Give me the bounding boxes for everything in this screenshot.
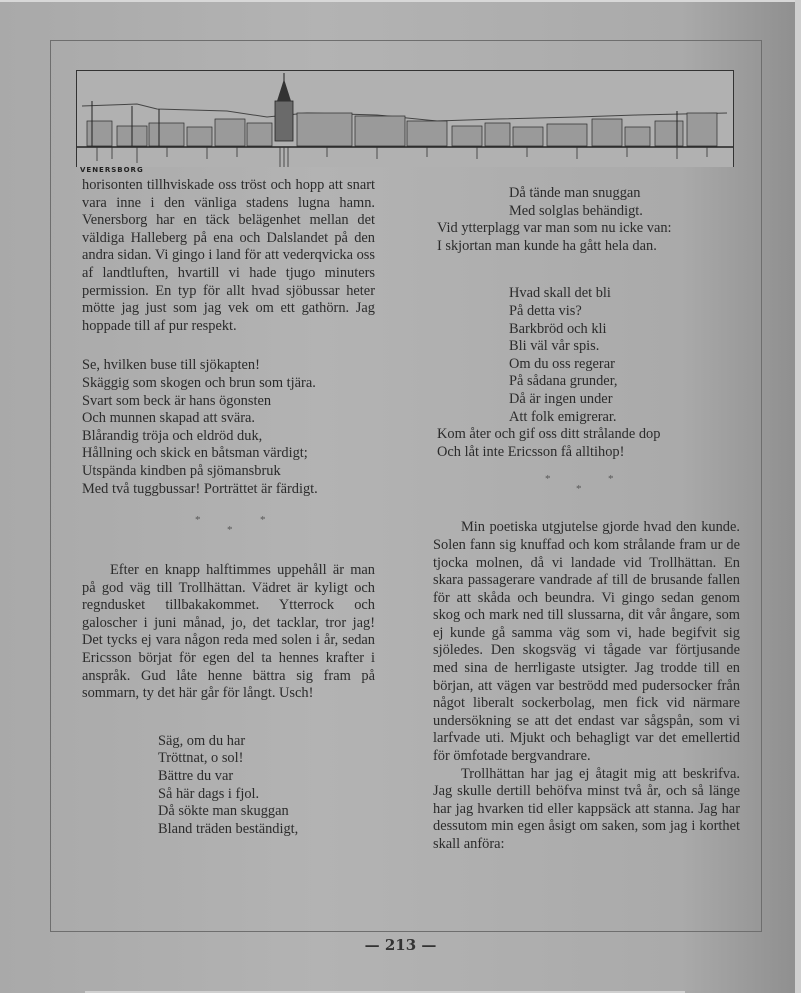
poem-line: Hållning och skick en båtsman värdigt; (82, 445, 308, 462)
poem-line: Barkbröd och kli (509, 320, 607, 337)
poem-line: Hvad skall det bli (509, 285, 611, 302)
poem-stanza (82, 357, 375, 498)
poem-line: I skjortan man kunde ha gått hela dan. (437, 237, 657, 254)
asterisk-icon: * (227, 524, 233, 537)
left-column (82, 177, 375, 838)
poem-stanza (82, 733, 375, 839)
poem-stanza (433, 220, 740, 255)
scan-right-edge (795, 0, 801, 993)
poem-line: Då sökte man skuggan (158, 803, 289, 820)
section-asterism (82, 510, 375, 562)
section-asterism (433, 469, 740, 519)
poem-line: Då tände man snuggan (509, 185, 641, 201)
poem-line: På sådana grunder, (509, 373, 618, 390)
asterisk-icon: * (576, 483, 582, 496)
asterisk-icon: * (195, 514, 201, 527)
asterisk-icon: * (545, 473, 551, 486)
poem-line: Och låt inte Ericsson få alltihop! (437, 443, 625, 460)
poem-stanza (433, 185, 740, 220)
paragraph: horisonten tillhviskade oss tröst och hopp att snart vara inne i den vänliga stadens lugna hamn. Venersborg har en täck belägenhet mellan det väldiga Halleberg på ena och Dalslandet på den andra sidan. Vi gingo i land för att vederqvicka oss af landtluften, hvartill vi hade tjugo minuters permission. En typ för allt hvad sjöbussar heter mötte jag just som jag vek om ett gathörn. Jag hoppade till af pur respekt. (82, 177, 376, 334)
poem-line: Bli väl vår spis. (509, 338, 600, 355)
poem-line: Att folk emigrerar. (509, 408, 617, 425)
poem-line: Bättre du var (158, 768, 234, 785)
poem-line: Så här dags i fjol. (158, 785, 260, 802)
header-illustration (76, 70, 734, 167)
right-column (433, 185, 740, 854)
poem-line: Då är ingen under (509, 390, 613, 407)
poem-line: Skäggig som skogen och brun som tjära. (82, 374, 316, 391)
asterisk-icon: * (260, 514, 266, 527)
poem-line: Med solglas behändigt. (509, 202, 643, 219)
poem-line: På detta vis? (509, 302, 582, 319)
page-number: — 213 — (364, 936, 437, 954)
poem-line: Och munnen skapad att svära. (82, 410, 256, 427)
poem-line: Om du oss regerar (509, 355, 615, 372)
asterisk-icon: * (608, 473, 614, 486)
poem-line: Med två tuggbussar! Porträttet är färdigt. (82, 480, 318, 497)
poem-line: Tröttnat, o sol! (158, 750, 244, 767)
paragraph: Min poetiska utgjutelse gjorde hvad den kunde. Solen fann sig knuffad och kom strålande fram ur de tjocka molnen, då vi landade vid Trollhättan. En skara passagerare vandrade af till de brusande fallen för att skåda och beundra. Vi gingo sedan genom skog och mark ned till slussarna, dit vår ångare, som ej kunde gå samma väg som vi, hade begifvit sig sjöledes. Den skogsväg vi tågade var förtjusande med sina de herrligaste utsigter. Jag trodde till en början, att vägen var beströdd med pudersocker från något liberalt sockerbolag, men fick vid närmare undersökning se att det endast var sågspån, som vi larfvade uti. Mjukt och behagligt var det emellertid för ömfotade bergvandrare. (433, 519, 740, 765)
poem-line: Blårandig tröja och eldröd duk, (82, 427, 263, 444)
poem-line: Kom åter och gif oss ditt strålande dop (437, 426, 661, 443)
venersborg-skyline-drawing (77, 71, 733, 167)
poem-stanza (433, 285, 740, 426)
poem-line: Vid ytterplagg var man som nu icke van: (437, 220, 672, 237)
poem-line: Se, hvilken buse till sjökapten! (82, 357, 260, 374)
paragraph: Efter en knapp halftimmes uppehåll är man på god väg till Trollhättan. Vädret är kyligt och regndusket tillbakakommet. Ytterrock och galoscher i juni månad, jo, det tacklar, tror jag! Det tycks ej vara någon reda med solen i år, sedan Ericsson börjat för egen del ta hennes krafter i anspråk. Gud låte henne bättra sig fram på sommarn, ty det här går för långt. Usch! (82, 562, 375, 702)
illustration-caption: VENERSBORG (80, 166, 144, 174)
scan-top-edge (0, 0, 801, 2)
poem-stanza (433, 426, 740, 461)
poem-line: Utspända kindben på sjömansbruk (82, 462, 281, 479)
poem-line: Bland träden beständigt, (158, 820, 299, 837)
poem-line: Säg, om du har (158, 732, 246, 749)
paragraph: Trollhättan har jag ej åtagit mig att beskrifva. Jag skulle dertill behöfva minst två år, och så länge har jag hvarken tid eller kappsäck att stanna. Jag har dessutom min egen åsigt om saken, som jag i korthet skall anföra: (433, 765, 740, 852)
poem-line: Svart som beck är hans ögonsten (82, 392, 272, 409)
